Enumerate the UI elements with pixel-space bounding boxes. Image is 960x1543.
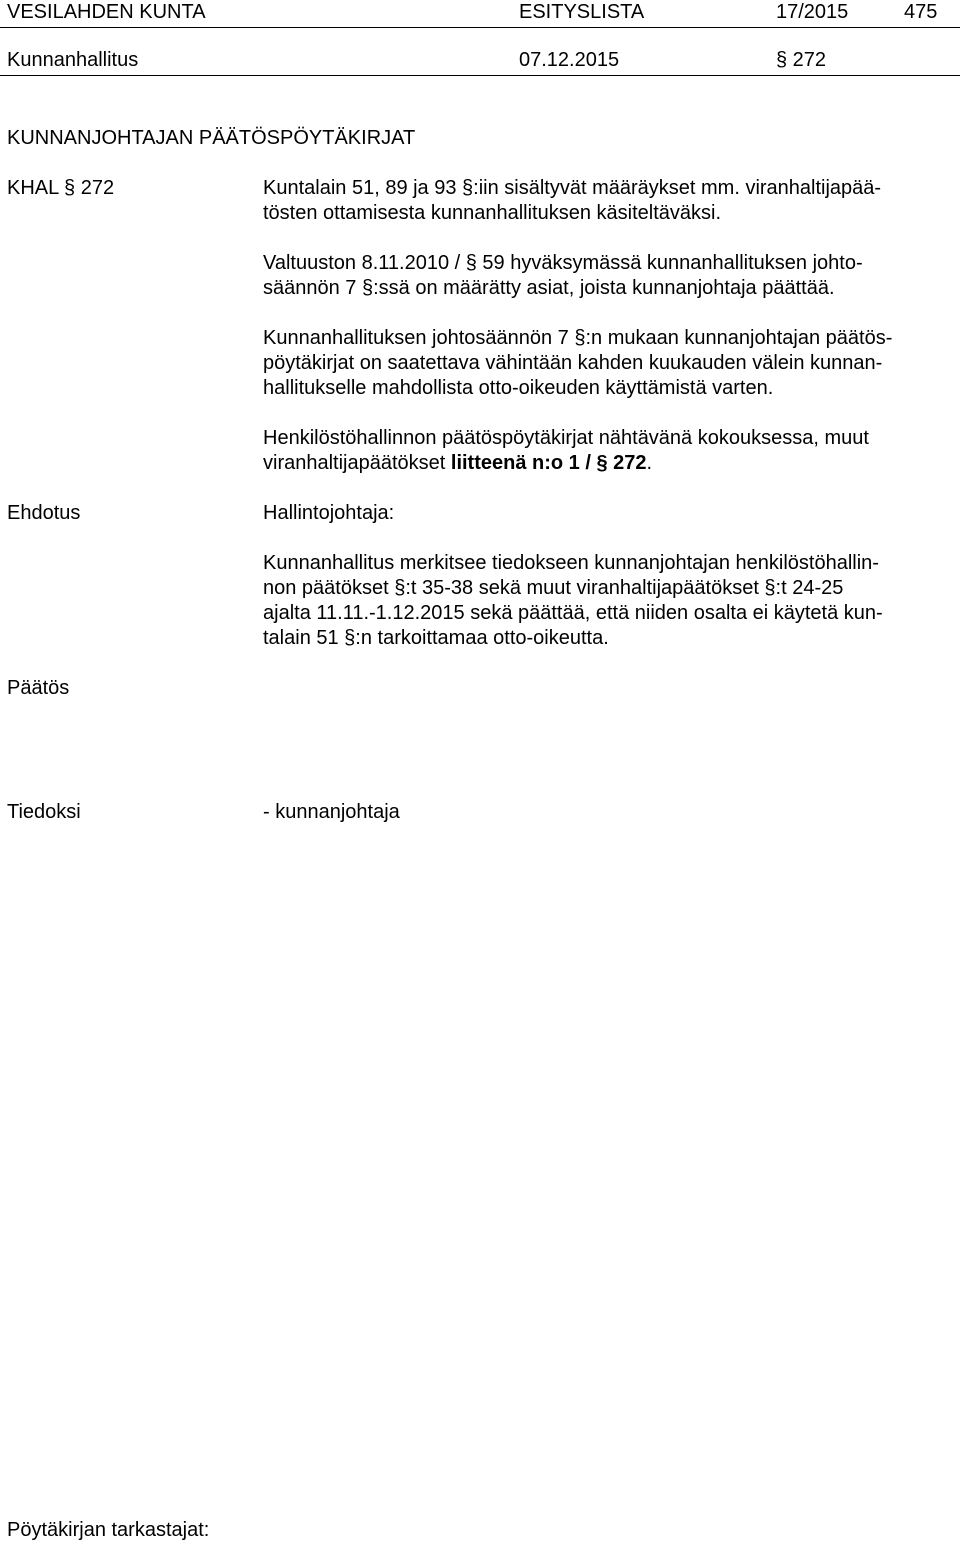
text-line: Kunnanhallituksen johtosäännön 7 §:n mukaan kunnanjohtajan päätös- [263, 327, 893, 349]
text-line: talain 51 §:n tarkoittamaa otto-oikeutta. [263, 627, 609, 649]
paragraph-legal-basis [263, 176, 953, 226]
proposal-text [263, 551, 953, 651]
text-segment: . [646, 452, 653, 474]
document-number: 17/2015 [776, 1, 849, 23]
paragraph-council-decision [263, 251, 953, 301]
attachment-reference: liitteenä n:o 1 / § 272 [450, 452, 647, 474]
text-line: ajalta 11.11.-1.12.2015 sekä päättää, että niiden osalta ei käytetä kun- [263, 602, 883, 624]
document-type: ESITYSLISTA [519, 1, 645, 23]
text-line: non päätökset §:t 35-38 sekä muut viranhaltijapäätökset §:t 24-25 [263, 577, 844, 599]
decision-label: Päätös [7, 677, 70, 699]
meeting-body: Kunnanhallitus [7, 49, 139, 71]
item-title: KUNNANJOHTAJAN PÄÄTÖSPÖYTÄKIRJAT [7, 127, 416, 149]
municipality-name: VESILAHDEN KUNTA [7, 1, 206, 23]
minutes-checkers-label: Pöytäkirjan tarkastajat: [7, 1519, 210, 1541]
text-line: pöytäkirjat on saatettava vähintään kahden kuukauden välein kunnan- [263, 352, 883, 374]
paragraph-attachments [263, 426, 953, 476]
proposal-label: Ehdotus [7, 502, 81, 524]
text-line: säännön 7 §:ssä on määrätty asiat, joista kunnanjohtaja päättää. [263, 277, 835, 299]
header-divider-bottom [0, 75, 960, 76]
presenter: Hallintojohtaja: [263, 502, 395, 524]
header-divider-top [0, 27, 960, 28]
text-line: tösten ottamisesta kunnanhallituksen käsiteltäväksi. [263, 202, 722, 224]
text-line [263, 451, 953, 476]
paragraph-bylaw [263, 326, 953, 401]
info-label: Tiedoksi [7, 801, 81, 823]
text-line: hallitukselle mahdollista otto-oikeuden käyttämistä varten. [263, 377, 774, 399]
text-segment: viranhaltijapäätökset [263, 452, 451, 474]
text-line: Henkilöstöhallinnon päätöspöytäkirjat nähtävänä kokouksessa, muut [263, 427, 869, 449]
item-reference: KHAL § 272 [7, 177, 115, 199]
section-number: § 272 [776, 49, 827, 71]
text-line: Kunnanhallitus merkitsee tiedokseen kunnanjohtajan henkilöstöhallin- [263, 552, 879, 574]
info-recipient: - kunnanjohtaja [263, 801, 400, 823]
meeting-date: 07.12.2015 [519, 49, 620, 71]
page-number: 475 [904, 1, 938, 23]
text-line: Kuntalain 51, 89 ja 93 §:iin sisältyvät määräykset mm. viranhaltijapää- [263, 177, 882, 199]
text-line: Valtuuston 8.11.2010 / § 59 hyväksymässä kunnanhallituksen johto- [263, 252, 863, 274]
